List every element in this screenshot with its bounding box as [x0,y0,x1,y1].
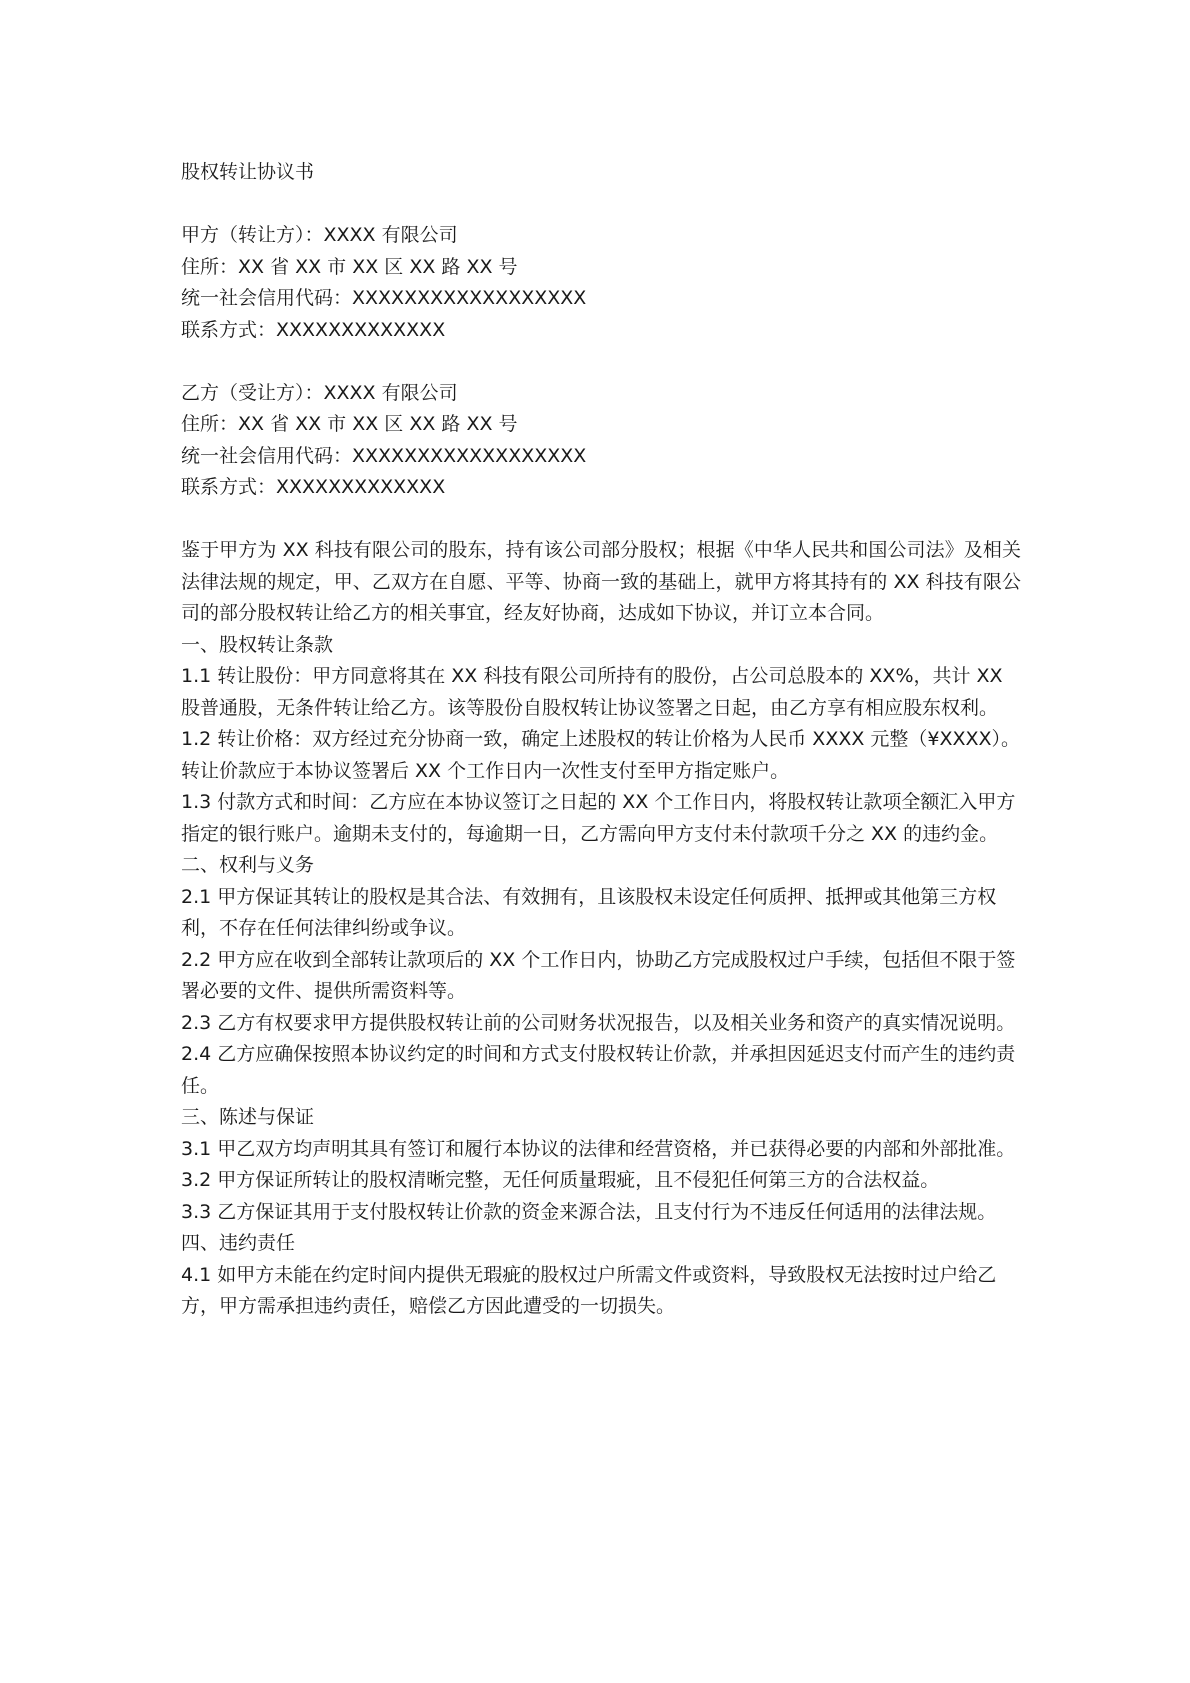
section-heading: 三、陈述与保证 [181,1106,315,1128]
party-b-name: 乙方（受让方）：XXXX 有限公司 [181,381,458,404]
document-page [181,157,1021,1323]
clause-1-3: 1.3 付款方式和时间：乙方应在本协议签订之日起的 XX 个工作日内，将股权转让款项全额汇入甲方指定的银行账户。逾期未支付的，每逾期一日，乙方需向甲方支付未付款项千分之 XX 的违约金。 [181,791,1016,845]
party-a-block [181,220,1021,346]
party-b-address: 住所：XX 省 XX 市 XX 区 XX 路 XX 号 [181,413,518,435]
section-representations-warranties [181,1102,1021,1228]
clause-3-2: 3.2 甲方保证所转让的股权清晰完整，无任何质量瑕疵，且不侵犯任何第三方的合法权益。 [181,1169,940,1191]
section-heading: 四、违约责任 [181,1232,296,1254]
section-rights-obligations [181,850,1021,1102]
party-a-name: 甲方（转让方）：XXXX 有限公司 [181,224,458,246]
section-liability-for-breach [181,1228,1021,1323]
clause-3-1: 3.1 甲乙双方均声明其具有签订和履行本协议的法律和经营资格，并已获得必要的内部和外部批准。 [181,1137,1016,1160]
clause-2-3: 2.3 乙方有权要求甲方提供股权转让前的公司财务状况报告，以及相关业务和资产的真实情况说明。 [181,1011,1016,1034]
clause-2-4: 2.4 乙方应确保按照本协议约定的时间和方式支付股权转让价款，并承担因延迟支付而产生的违约责任。 [181,1043,1016,1097]
section-heading: 二、权利与义务 [181,854,315,876]
clause-1-2: 1.2 转让价格：双方经过充分协商一致，确定上述股权的转让价格为人民币 XXXX 元整（¥XXXX）。转让价款应于本协议签署后 XX 个工作日内一次性支付至甲方指定账户。 [181,728,1021,782]
clause-1-1: 1.1 转让股份：甲方同意将其在 XX 科技有限公司所持有的股份，占公司总股本的 XX%，共计 XX 股普通股，无条件转让给乙方。该等股份自股权转让协议签署之日起，由乙方享有相应股东权利。 [181,665,1003,719]
party-b-credit-code: 统一社会信用代码：XXXXXXXXXXXXXXXXXX [181,444,587,467]
section-equity-transfer [181,630,1021,851]
party-a-address: 住所：XX 省 XX 市 XX 区 XX 路 XX 号 [181,255,518,278]
party-a-contact: 联系方式：XXXXXXXXXXXXX [181,318,446,341]
clause-3-3: 3.3 乙方保证其用于支付股权转让价款的资金来源合法，且支付行为不违反任何适用的法律法规。 [181,1200,997,1223]
preamble-paragraph: 鉴于甲方为 XX 科技有限公司的股东，持有该公司部分股权；根据《中华人民共和国公司法》及相关法律法规的规定，甲、乙双方在自愿、平等、协商一致的基础上，就甲方将其持有的 XX 科技有限公司的部分股权转让给乙方的相关事宜，经友好协商，达成如下协议，并订立本合同。 [181,539,1021,624]
document-title: 股权转让协议书 [181,161,315,183]
clause-4-1: 4.1 如甲方未能在约定时间内提供无瑕疵的股权过户所需文件或资料，导致股权无法按时过户给乙方，甲方需承担违约责任，赔偿乙方因此遭受的一切损失。 [181,1263,997,1317]
section-heading: 一、股权转让条款 [181,633,334,656]
party-b-contact: 联系方式：XXXXXXXXXXXXX [181,476,446,498]
clause-2-2: 2.2 甲方应在收到全部转让款项后的 XX 个工作日内，协助乙方完成股权过户手续，包括但不限于签署必要的文件、提供所需资料等。 [181,948,1016,1002]
party-a-credit-code: 统一社会信用代码：XXXXXXXXXXXXXXXXXX [181,287,587,309]
party-b-block [181,378,1021,504]
clause-2-1: 2.1 甲方保证其转让的股权是其合法、有效拥有，且该股权未设定任何质押、抵押或其他第三方权利，不存在任何法律纠纷或争议。 [181,885,997,939]
